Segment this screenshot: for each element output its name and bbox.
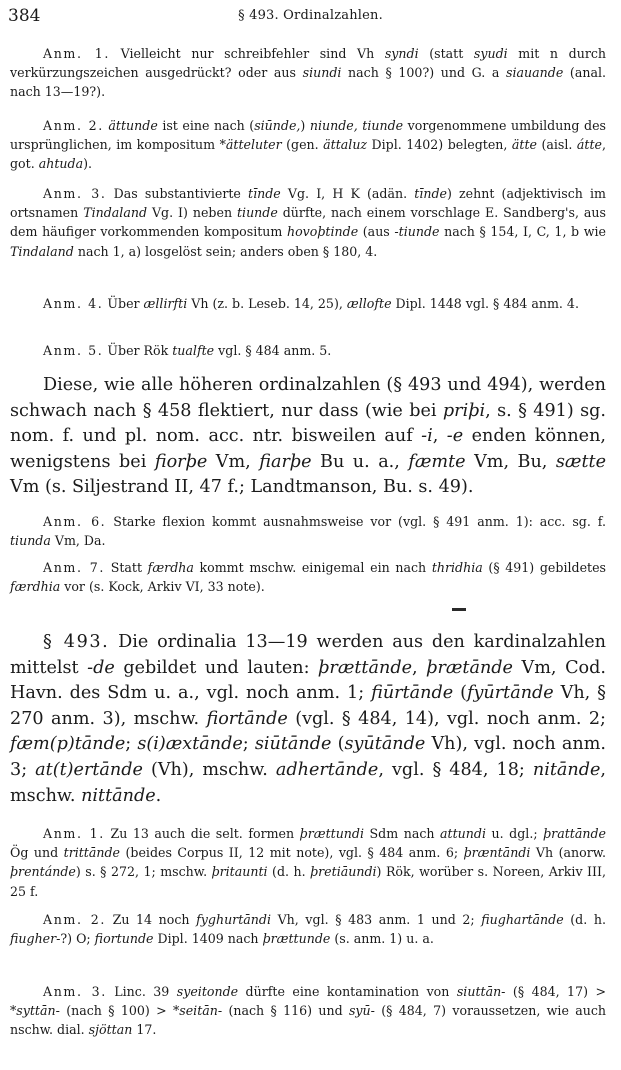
cited-form: *seitān- xyxy=(172,1003,223,1019)
text-run: Zu 14 noch xyxy=(112,912,197,927)
cited-form: átte xyxy=(576,137,602,153)
text-run: Dipl. 1448 vgl. § 484 anm. 4. xyxy=(391,296,579,311)
cited-form: siauande xyxy=(506,65,564,81)
text-run: (nach § 116) und xyxy=(222,1003,349,1019)
note-anm-1 xyxy=(10,44,606,102)
note-label: Anm. 7. xyxy=(43,560,106,575)
note-label: Anm. 5. xyxy=(43,343,104,358)
text-run: (§ 484, 17) > xyxy=(505,984,606,999)
text-run: vorgenommene umbildung des ursprünglichen, im kompositum xyxy=(10,118,606,153)
cited-form: ællofte xyxy=(346,296,392,311)
text-run: Vm, Bu, xyxy=(465,451,556,472)
text-run: Ög und xyxy=(10,845,64,861)
cited-form: þrættunde xyxy=(262,931,331,947)
text-run: Vg. I, H K (adän. xyxy=(280,186,415,201)
text-run: , xyxy=(432,426,447,447)
text-run: ) zehnt (adjektivisch im ortsnamen xyxy=(10,186,606,221)
text-run: (gen. xyxy=(281,137,324,153)
cited-form: attundi xyxy=(440,826,486,841)
cited-form: Tindaland xyxy=(83,205,148,221)
cited-form: syū- xyxy=(348,1003,375,1019)
cited-form: sjöttan xyxy=(88,1022,133,1038)
cited-form: syndi xyxy=(384,46,419,61)
cited-form: fiorþe xyxy=(154,451,208,472)
text-run: Vm (s. Siljestrand II, 47 f.; Landtmanson, Bu. s. 49). xyxy=(10,477,474,498)
cited-form: þritaunti xyxy=(211,864,268,880)
cited-form: fæmte xyxy=(408,451,466,472)
text-run: Dipl. 1402) belegten, xyxy=(367,137,512,153)
text-run: (Vh), mschw. xyxy=(142,759,276,780)
note-anm-4 xyxy=(10,294,606,313)
cited-form: -e xyxy=(446,426,464,447)
text-run: Vh (anorw. xyxy=(530,845,606,861)
text-run: (§ 491) gebildetes xyxy=(482,560,606,575)
text-run: Statt xyxy=(110,560,148,575)
text-run: Vg. I) neben xyxy=(147,205,237,221)
cited-form: syūtānde xyxy=(344,734,426,755)
page-header xyxy=(8,6,613,28)
text-run: (statt xyxy=(418,46,474,61)
cited-form: -tiunde xyxy=(394,224,440,240)
text-run: Vm, Da. xyxy=(50,533,106,549)
text-run: (aus xyxy=(358,224,395,240)
cited-form: ättaluz xyxy=(323,137,368,153)
text-run: vor (s. Kock, Arkiv VI, 33 note). xyxy=(60,579,265,595)
note-label: Anm. 3. xyxy=(43,186,107,201)
text-run: Sdm nach xyxy=(364,826,441,841)
text-run: Über xyxy=(107,296,144,311)
text-run: (d. h. xyxy=(267,864,311,880)
note-493-anm-3 xyxy=(10,982,606,1040)
note-anm-7 xyxy=(10,558,606,596)
text-run: Die ordinalia 13—19 werden aus den kardinalzahlen mittelst xyxy=(10,632,607,678)
cited-form: færdha xyxy=(147,560,194,575)
text-run: ist eine nach ( xyxy=(157,118,255,133)
text-run: ?) O; xyxy=(60,931,95,947)
cited-form: fiortānde xyxy=(206,708,288,729)
cited-form: tīnde xyxy=(414,186,447,201)
text-run: 17. xyxy=(132,1022,157,1038)
text-run: (anal. nach 13—19?). xyxy=(10,65,607,100)
text-run: Über Rök xyxy=(107,343,173,358)
text-run: Linc. 39 xyxy=(114,984,177,999)
text-run: ) s. § 272, 1; mschw. xyxy=(75,864,212,880)
text-run: . xyxy=(155,785,162,806)
cited-form: þretiāundi xyxy=(310,864,377,880)
note-label: § 493. xyxy=(43,632,110,652)
text-run: (nach § 100) > xyxy=(59,1003,173,1019)
text-run: , vgl. § 484, 18; xyxy=(378,759,533,780)
cited-form: þrætānde xyxy=(426,657,513,678)
text-run: (s. anm. 1) u. a. xyxy=(330,931,434,947)
text-run: ). xyxy=(83,156,93,172)
cited-form: fyghurtāndi xyxy=(196,912,271,927)
cited-form: tīnde xyxy=(248,186,281,201)
cited-form: -de xyxy=(87,657,115,678)
cited-form: tiunde xyxy=(236,205,278,221)
text-run: kommt mschw. einigemal ein nach xyxy=(193,560,432,575)
cited-form: fiūrtānde xyxy=(371,683,454,704)
cited-form: tualfte xyxy=(172,343,215,358)
text-run: Starke flexion kommt ausnahmsweise vor (vgl. § 491 anm. 1): acc. sg. f. xyxy=(113,514,606,529)
cited-form: at(t)ertānde xyxy=(35,759,143,780)
text-run: u. dgl.; xyxy=(486,826,544,841)
cited-form: fyūrtānde xyxy=(466,683,554,704)
text-run: nach § 100?) und G. a xyxy=(341,65,507,81)
cited-form: hovoþtinde xyxy=(286,224,359,240)
cited-form: þrentánde xyxy=(10,864,76,880)
text-run: Zu 13 auch die selt. formen xyxy=(110,826,300,841)
text-run: Vh), vgl. noch anm. 3; xyxy=(10,734,606,780)
text-run: ) xyxy=(300,118,310,133)
cited-form: þræntāndi xyxy=(463,845,531,861)
section-divider xyxy=(452,608,466,611)
cited-form: sætte xyxy=(555,451,606,472)
cited-form: fiortunde xyxy=(94,931,154,947)
cited-form: fæm(p)tānde xyxy=(10,734,126,755)
cited-form: tiunda xyxy=(10,533,51,549)
main-paragraph xyxy=(10,373,606,501)
text-run: (d. h. xyxy=(563,912,606,927)
text-run: , mschw. xyxy=(10,759,606,806)
cited-form: færdhia xyxy=(10,579,61,595)
cited-form: ællirfti xyxy=(143,296,188,311)
cited-form: nitānde xyxy=(532,759,601,780)
note-label: Anm. 1. xyxy=(43,46,110,61)
text-run: Vm, Cod. Havn. des Sdm u. a., vgl. noch anm. 1; xyxy=(10,657,607,704)
note-label: Anm. 4. xyxy=(43,296,104,311)
cited-form: syudi xyxy=(473,46,508,61)
cited-form: siūnde, xyxy=(254,118,301,133)
cited-form: adhertānde xyxy=(275,759,379,780)
text-run: dürfte, nach einem vorschlage E. Sandberg's, aus dem häufiger vorkommenden kompositum xyxy=(10,205,606,240)
text-run: Vielleicht nur schreibfehler sind Vh xyxy=(120,46,385,61)
cited-form: *ätteluter xyxy=(219,137,282,153)
text-run: Vh, vgl. § 483 anm. 1 und 2; xyxy=(270,912,482,927)
running-head: § 493. Ordinalzahlen. xyxy=(238,8,383,23)
text-run: , s. § 491) sg. nom. f. und pl. nom. acc. ntr. bisweilen auf xyxy=(10,400,606,447)
cited-form: þrættundi xyxy=(299,826,365,841)
note-anm-6 xyxy=(10,512,606,550)
text-run: Vm, xyxy=(207,451,260,472)
page-number: 384 xyxy=(8,6,41,26)
text-run: Das substantivierte xyxy=(113,186,249,201)
text-run: Vh, § 270 anm. 3), mschw. xyxy=(10,683,606,729)
cited-form: siundi xyxy=(302,65,342,81)
text-run: gebildet und lauten: xyxy=(114,657,319,678)
note-493-anm-1 xyxy=(10,824,606,901)
text-run: ; xyxy=(242,734,255,755)
cited-form: *syttān- xyxy=(10,1003,60,1019)
cited-form: trittānde xyxy=(63,845,121,861)
cited-form: Tindaland xyxy=(10,243,74,259)
note-anm-2 xyxy=(10,116,606,174)
cited-form: niunde, tiunde xyxy=(309,118,404,133)
text-run: , xyxy=(412,657,427,678)
text-run: nach 1, a) losgelöst sein; anders oben § 180, 4. xyxy=(73,243,378,259)
note-label: Anm. 2. xyxy=(43,912,106,927)
note-493-anm-2 xyxy=(10,910,606,948)
text-run: Dipl. 1409 nach xyxy=(153,931,263,947)
text-run: dürfte eine kontamination von xyxy=(238,984,457,999)
text-run: Diese, wie alle höheren ordinalzahlen (§ 493 und 494), werden schwach nach § 458 flektiert, nur dass (wie bei xyxy=(10,375,606,421)
cited-form: -i xyxy=(421,426,433,447)
cited-form: priþi xyxy=(442,400,486,421)
note-anm-5 xyxy=(10,341,606,360)
text-run: (vgl. § 484, 14), vgl. noch anm. 2; xyxy=(287,708,606,729)
note-label: Anm. 6. xyxy=(43,514,107,529)
cited-form: fiughartānde xyxy=(481,912,564,927)
cited-form: siuttān- xyxy=(456,984,506,999)
text-run: (aisl. xyxy=(536,137,577,153)
text-run: ) Rök, worüber s. Noreen, Arkiv III, 25 f. xyxy=(10,864,606,899)
text-run: enden können, wenigstens bei xyxy=(10,426,607,472)
note-label: Anm. 1. xyxy=(43,826,105,841)
text-run: ( xyxy=(331,734,345,755)
text-run: , got. xyxy=(10,137,606,172)
text-run: ( xyxy=(453,683,467,704)
cited-form: ahtuda xyxy=(38,156,84,172)
text-run: Bu u. a., xyxy=(311,451,409,472)
cited-form: syeitonde xyxy=(176,984,239,999)
text-run: (beides Corpus II, 12 mit note), vgl. § 484 anm. 6; xyxy=(120,845,464,861)
cited-form: fiugher- xyxy=(10,931,61,947)
note-label: Anm. 3. xyxy=(43,984,107,999)
text-run: Vh (z. b. Leseb. 14, 25), xyxy=(187,296,347,311)
text-run: (§ 484, 7) voraussetzen, wie auch nschw. dial. xyxy=(10,1003,606,1038)
cited-form: nittānde xyxy=(81,785,156,806)
text-run: nach § 154, I, C, 1, b wie xyxy=(439,224,606,240)
cited-form: fiarþe xyxy=(259,451,312,472)
cited-form: þrættānde xyxy=(318,657,413,678)
cited-form: s(i)æxtānde xyxy=(137,734,243,755)
cited-form: þrattānde xyxy=(543,826,606,841)
text-run: vgl. § 484 anm. 5. xyxy=(214,343,332,358)
text-run: mit n durch verkürzungszeichen ausgedrückt? oder aus xyxy=(10,46,607,81)
note-anm-3 xyxy=(10,184,606,261)
cited-form: ätte xyxy=(511,137,537,153)
cited-form: ättunde xyxy=(108,118,158,133)
text-run: ; xyxy=(125,734,138,755)
cited-form: thridhia xyxy=(431,560,483,575)
note-label: Anm. 2. xyxy=(43,118,104,133)
section-493-paragraph xyxy=(10,630,606,809)
cited-form: siūtānde xyxy=(254,734,332,755)
